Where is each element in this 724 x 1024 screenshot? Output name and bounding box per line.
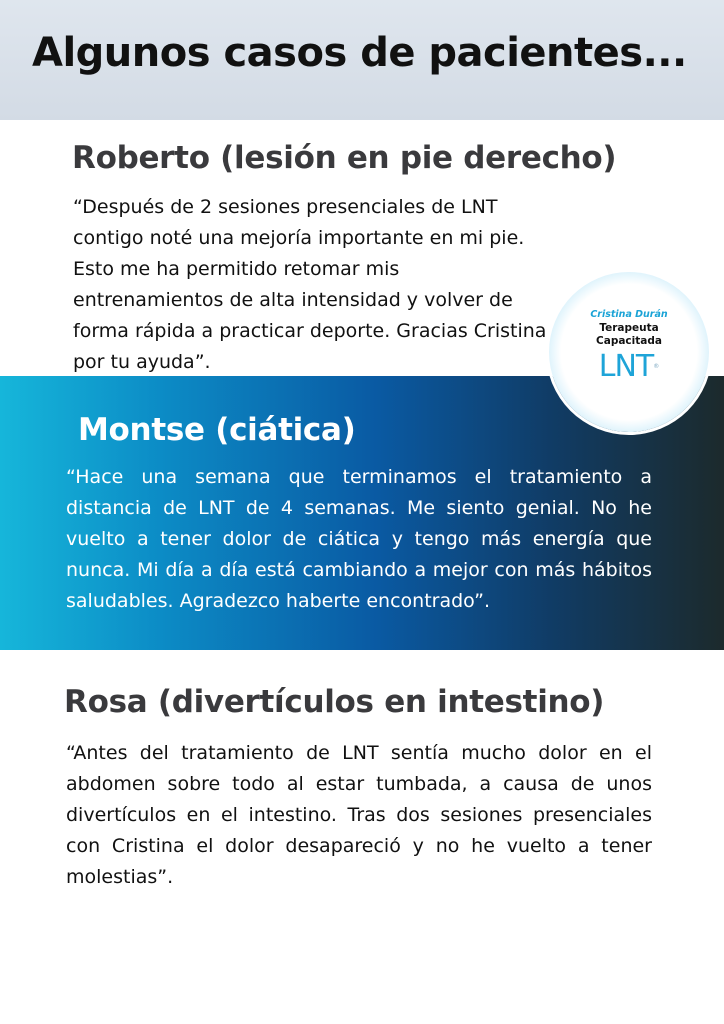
page-title: Algunos casos de pacientes... xyxy=(32,30,687,76)
case-title-roberto: Roberto (lesión en pie derecho) xyxy=(72,140,617,176)
case-title-montse: Montse (ciática) xyxy=(78,412,356,448)
therapist-badge xyxy=(549,272,709,432)
badge-role-line1: Terapeuta xyxy=(599,322,659,334)
case-quote-montse: “Hace una semana que terminamos el tratamiento a distancia de LNT de 4 semanas. Me siento genial. No he vuelto a tener dolor de ciática y tengo más energía que nunca. Mi día a día está cambiando a mejor con más hábitos saludables. Agradezco haberte encontrado”. xyxy=(66,466,652,612)
case-title-rosa: Rosa (divertículos en intestino) xyxy=(64,684,605,720)
badge-role-line2: Capacitada xyxy=(596,335,662,347)
case-quote-roberto: “Después de 2 sesiones presenciales de LNT contigo noté una mejoría importante en mi pie. Esto me ha permitido retomar mis entrenamientos de alta intensidad y volver de forma rápida a practicar deporte. Gracias Cristina por tu ayuda”. xyxy=(73,196,547,373)
lnt-logo xyxy=(549,350,709,384)
case-quote-rosa: “Antes del tratamiento de LNT sentía mucho dolor en el abdomen sobre todo al estar tumbada, a causa de unos divertículos en el intestino. Tras dos sesiones presenciales con Cristina el dolor desapareció y no he vuelto a tener molestias”. xyxy=(66,742,652,888)
registered-mark: ® xyxy=(653,363,660,370)
lnt-logo-text: LNT xyxy=(598,349,654,384)
badge-name: Cristina Durán xyxy=(590,309,668,320)
